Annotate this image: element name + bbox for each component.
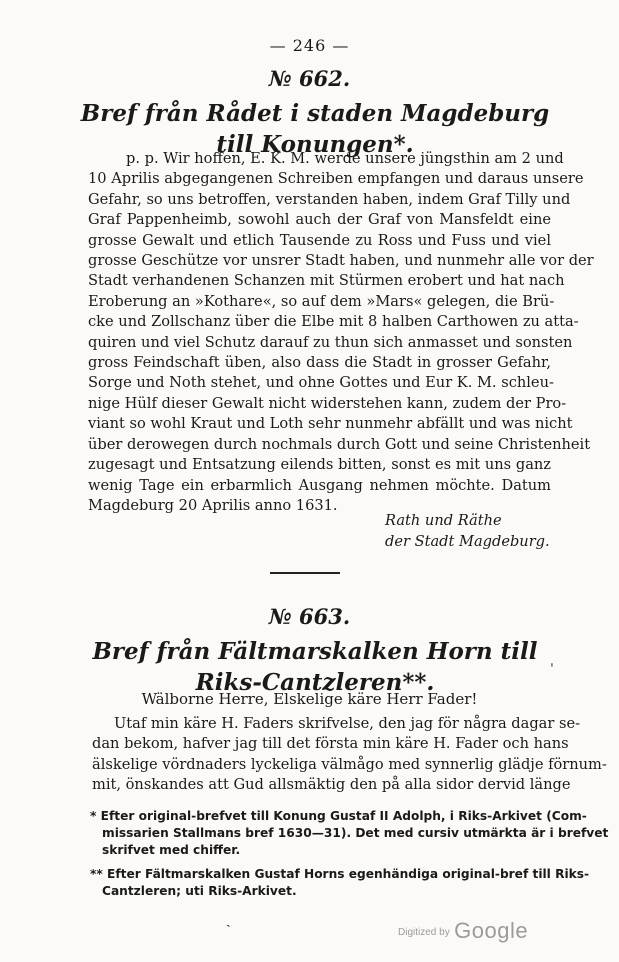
signature-line: Rath und Räthe [385,512,502,529]
footnote-line: ** Efter Fältmarskalken Gustaf Horns egenhändiga original-bref till Riks- [90,867,590,881]
body-line: nige Hülf dieser Gewalt nicht widerstehen kann, zudem der Pro- [88,394,567,412]
stray-mark: ˈ [550,662,554,678]
footnote-line: skrifvet med chiffer. [102,843,241,857]
body-line: p. p. Wir hoffen, E. K. M. werde unsere jüngsthin am 2 und [126,150,564,167]
body-line: 10 Aprilis abgegangenen Schreiben empfangen und daraus unsere [88,170,584,188]
body-line: mit, önskandes att Gud allsmäktig den på alla sidor dervid länge [92,776,571,794]
stray-mark: ˎ [226,912,231,928]
body-line: viant so wohl Kraut und Loth sehr nunmehr abfällt und was nicht [88,415,573,433]
body-line: wenig Tage ein erbarmlich Ausgang nehmen möchte. Datum [88,476,551,494]
title-line: till Konungen*. [216,131,414,158]
letter-body-663 [92,714,607,796]
body-line: dan bekom, hafver jag till det första min käre H. Fader och hans [92,735,569,753]
body-line: Eroberung an »Kothare«, so auf dem »Mars« gelegen, die Brü- [88,292,555,310]
signature-line: der Stadt Magdeburg. [385,533,550,550]
page-number: — 246 — [269,36,350,55]
section-divider [270,572,340,574]
body-line: Utaf min käre H. Faders skrifvelse, den jag för några dagar se- [114,715,581,732]
salutation: Wälborne Herre, Elskelige käre Herr Fader! [141,690,478,708]
title-line: Bref från Fältmarskalken Horn till [92,638,538,665]
body-line: über derowegen durch nochmals durch Gott und seine Christenheit [88,435,591,453]
google-logo: Google [454,918,529,943]
body-line: grosse Geschütze vor unsrer Stadt haben, und nunmehr alle vor der [88,252,594,270]
body-line: Magdeburg 20 Aprilis anno 1631. [88,496,338,514]
document-number-662: № 662. [268,66,351,91]
letter-title-663 [60,636,570,698]
letter-body-662 [88,149,594,516]
document-number-663: № 663. [268,604,351,629]
body-line: quiren und viel Schutz darauf zu thun sich anmasset und sonsten [88,333,573,351]
footnote-2 [90,866,590,900]
signature-662 [385,510,550,552]
body-line: grosse Gewalt und etlich Tausende zu Ross und Fuss und viel [88,231,551,249]
footnote-1 [90,808,609,859]
body-line: cke und Zollschanz über die Elbe mit 8 halben Carthowen zu atta- [88,313,579,331]
body-line: Graf Pappenheimb, sowohl auch der Graf von Mansfeldt eine [88,211,551,229]
body-line: Stadt verhandenen Schanzen mit Stürmen erobert und hat nach [88,272,565,290]
body-line: älskelige vördnaders lyckeliga välmågo med synnerlig glädje förnum- [92,755,607,773]
body-line: gross Feindschaft üben, also dass die Stadt in grosser Gefahr, [88,354,551,372]
digitized-watermark [398,918,528,944]
watermark-prefix: Digitized by [398,927,450,938]
body-line: Sorge und Noth stehet, und ohne Gottes und Eur K. M. schleu- [88,374,554,392]
footnote-line: Cantzleren; uti Riks-Arkivet. [102,884,297,898]
title-line: Bref från Rådet i staden Magdeburg [80,100,550,127]
title-line: Riks-Cantzleren**. [195,669,435,696]
footnote-line: missarien Stallmans bref 1630—31). Det med cursiv utmärkta är i brefvet [102,826,609,840]
body-line: Gefahr, so uns betroffen, verstanden haben, indem Graf Tilly und [88,190,571,208]
footnote-line: * Efter original-brefvet till Konung Gustaf II Adolph, i Riks-Arkivet (Com- [90,809,587,823]
body-line: zugesagt und Entsatzung eilends bitten, sonst es mit uns ganz [88,456,551,474]
